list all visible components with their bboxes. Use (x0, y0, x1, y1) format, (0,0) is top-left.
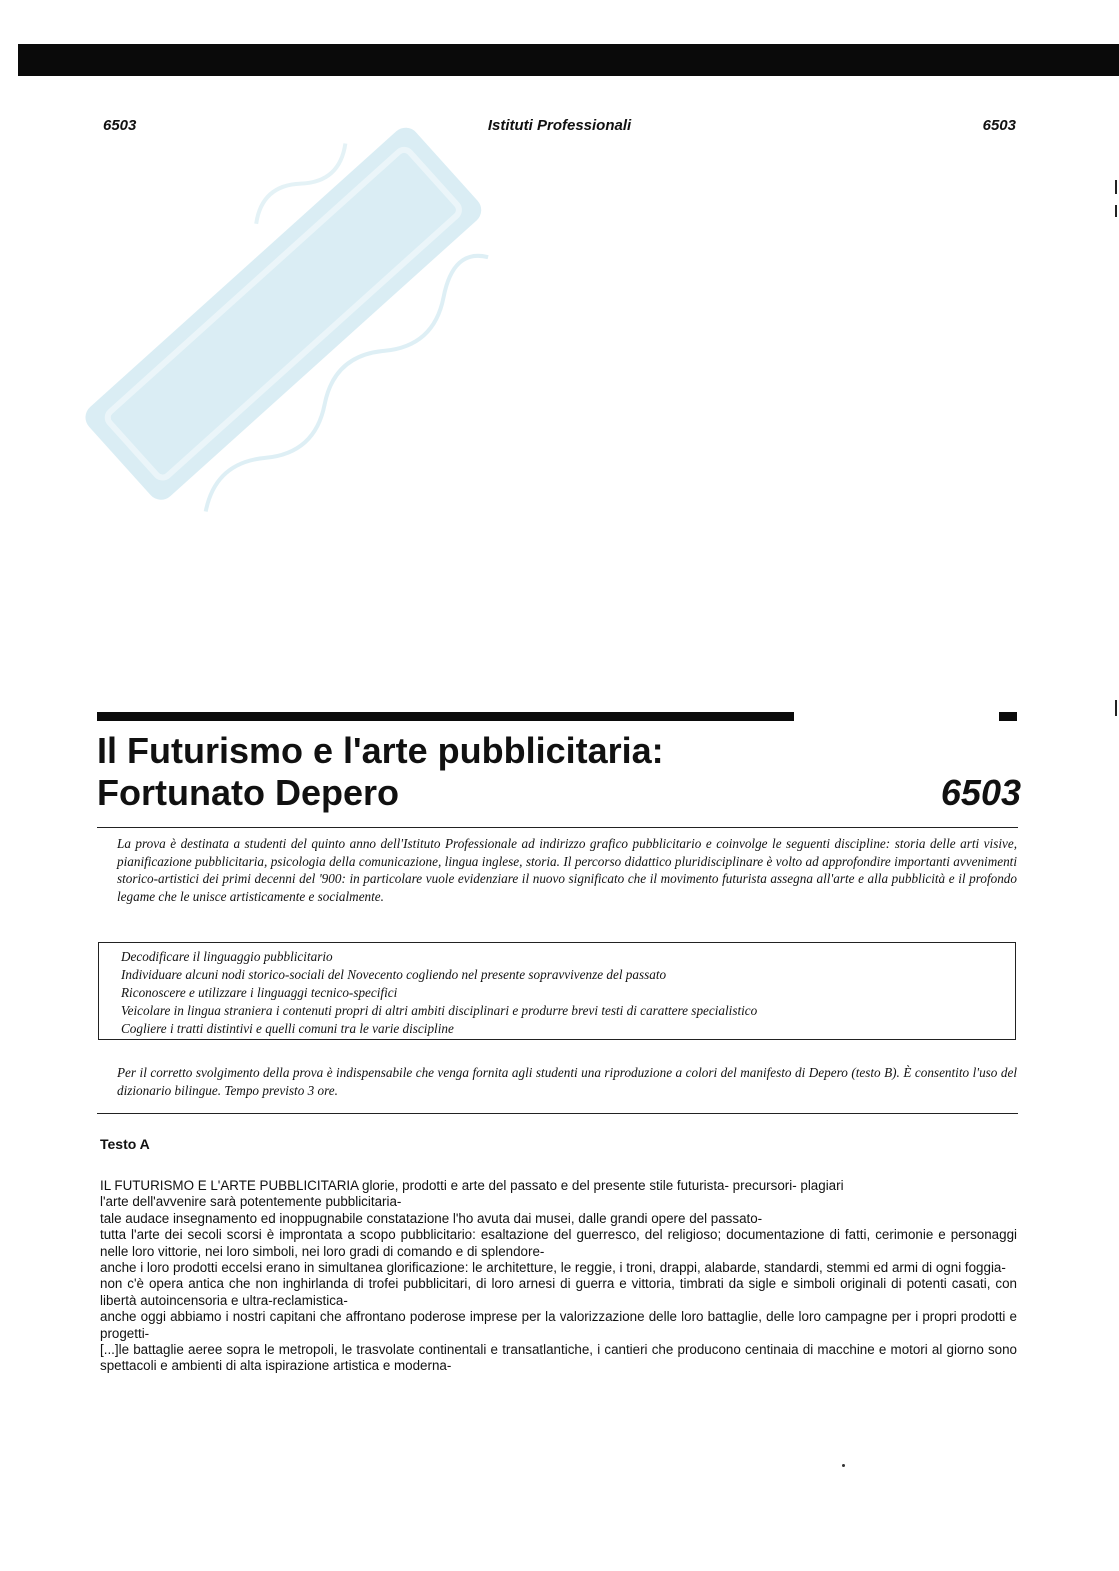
objective-item: Individuare alcuni nodi storico-sociali del Novecento cogliendo nel presente sopravvivenze del passato (121, 967, 667, 982)
title-rule-tick (999, 712, 1017, 721)
scan-edge-mark (1115, 205, 1117, 217)
title-line-1: Il Futurismo e l'arte pubblicitaria: (97, 730, 664, 771)
scan-top-bar (18, 44, 1119, 76)
objectives-box (98, 942, 1016, 1040)
section-title: Testo A (100, 1136, 150, 1152)
scan-edge-mark (1115, 700, 1117, 716)
scan-speck (842, 1464, 845, 1467)
objective-item: Veicolare in lingua straniera i contenuti propri di altri ambiti disciplinari e produrre brevi testi di carattere specialistico (121, 1003, 758, 1018)
section-body (100, 1178, 1017, 1375)
objective-item: Decodificare il linguaggio pubblicitario (121, 949, 333, 964)
watermark-badge-icon (80, 122, 487, 506)
title-code: 6503 (940, 772, 1021, 813)
watermark-logo-icon (20, 80, 540, 540)
objectives-list (99, 943, 1015, 1038)
objective-item: Cogliere i tratti distintivi e quelli comuni tra le varie discipline (121, 1021, 454, 1036)
body-paragraph: tale audace insegnamento ed inoppugnabile constatazione l'ho avuta dai musei, dalle grandi opere del passato- (100, 1210, 763, 1226)
body-paragraph: anche oggi abbiamo i nostri capitani che affrontano poderose imprese per la valorizzazione delle loro battaglie, delle loro campagne per i propri prodotti e progetti- (100, 1309, 1017, 1341)
body-paragraph: l'arte dell'avvenire sarà potentemente pubblicitaria- (100, 1194, 402, 1210)
body-paragraph: IL FUTURISMO E L'ARTE PUBBLICITARIA glorie, prodotti e arte del passato e del presente stile futurista- precursori- plagiari (100, 1178, 844, 1193)
header-code-left: 6503 (103, 117, 137, 134)
body-paragraph: tutta l'arte dei secoli scorsi è improntata a scopo pubblicitario: esaltazione del guerresco, del religioso; documentazione di fatti, cerimonie e personaggi nelle loro vittorie, nei loro simboli, nei loro gradi di comando e di splendore- (100, 1227, 1017, 1259)
objective-item: Riconoscere e utilizzare i linguaggi tecnico-specifici (121, 985, 398, 1000)
scan-edge-mark (1115, 180, 1117, 194)
instructions-note: Per il corretto svolgimento della prova è indispensabile che venga fornita agli studenti una riproduzione a colori del manifesto di Depero (testo B). È consentito l'uso del dizionario bilingue. Tempo previsto 3 ore. (117, 1065, 1017, 1098)
title-rule (97, 712, 794, 721)
title-underline (97, 827, 1018, 828)
body-paragraph: [...]le battaglie aeree sopra le metropoli, le trasvolate continentali e transatlantiche, i cantieri che producono centinaia di macchine e motori al giorno sono spettacoli e ambienti di alta ispirazione artistica e moderna- (100, 1342, 1017, 1374)
title-line-2: Fortunato Depero (97, 772, 399, 813)
note-rule (97, 1113, 1018, 1114)
page-title (97, 730, 1021, 814)
intro-paragraph: La prova è destinata a studenti del quinto anno dell'Istituto Professionale ad indirizzo grafico pubblicitario e coinvolge le seguenti discipline: storia delle arti visive, pianificazione pubblicitaria, psicologia della comunicazione, lingua inglese, storia. Il percorso didattico pluridisciplinare è volto ad approfondire importanti avvenimenti storico-artistici dei primi decenni del '900: in particolare vuole evidenziare il nuovo significato che il movimento futurista assegna all'arte e alla pubblicità e il profondo legame che le unisce artisticamente e socialmente. (117, 836, 1017, 904)
header-code-right: 6503 (982, 117, 1016, 134)
header-title: Istituti Professionali (487, 117, 632, 134)
body-paragraph: non c'è opera antica che non inghirlanda di trofei pubblicitari, di loro arnesi di guerra e vittoria, timbrati da sigle e simboli originali di potenti casati, con libertà autoincensoria e ultra-reclamistica- (100, 1276, 1017, 1308)
body-paragraph: anche i loro prodotti eccelsi erano in simultanea glorificazione: le architetture, le reggie, i troni, drappi, alabarde, standardi, stemmi ed armi di ogni foggia- (100, 1260, 1006, 1276)
